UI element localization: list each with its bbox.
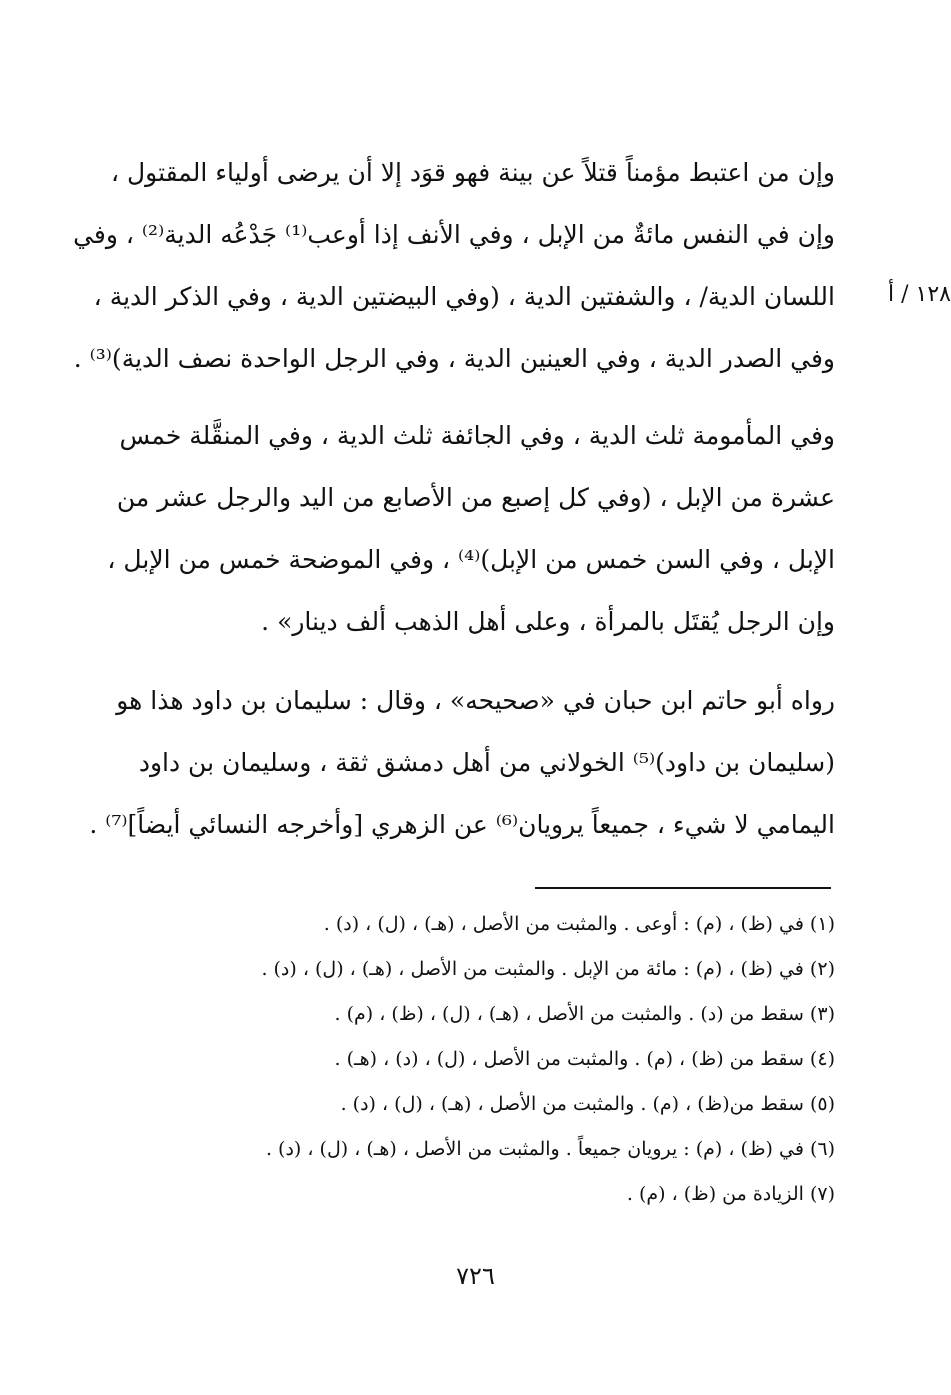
footnotes xyxy=(120,902,835,1217)
footnote: (٤) سقط من (ظ) ، (م) . والمثبت من الأصل ، (ل) ، (د) ، (هـ) . xyxy=(334,1048,835,1070)
text-line: الإبل ، وفي السن خمس من الإبل)⁽⁴⁾ ، وفي الموضحة خمس من الإبل ، xyxy=(107,545,835,574)
paragraph-3 xyxy=(80,670,835,856)
text-line: رواه أبو حاتم ابن حبان في «صحيحه» ، وقال : سليمان بن داود هذا هو xyxy=(116,686,835,715)
text-line: اليمامي لا شيء ، جميعاً يرويان⁽⁶⁾ عن الزهري [وأخرجه النسائي أيضاً]⁽⁷⁾ . xyxy=(89,810,835,839)
manuscript-folio-marker: ١٢٨ / أ xyxy=(888,282,951,307)
text-line: وإن الرجل يُقتَل بالمرأة ، وعلى أهل الذهب ألف دينار» . xyxy=(261,607,835,636)
text-line: وإن من اعتبط مؤمناً قتلاً عن بينة فهو قوَد إلا أن يرضى أولياء المقتول ، xyxy=(110,158,835,187)
footnote: (٣) سقط من (د) . والمثبت من الأصل ، (هـ) ، (ل) ، (ظ) ، (م) . xyxy=(334,1003,835,1025)
text-line: عشرة من الإبل ، (وفي كل إصبع من الأصابع من اليد والرجل عشر من xyxy=(116,483,835,512)
footnote: (٢) في (ظ) ، (م) : مائة من الإبل . والمثبت من الأصل ، (هـ) ، (ل) ، (د) . xyxy=(261,958,835,980)
footnote: (٥) سقط من(ظ) ، (م) . والمثبت من الأصل ، (هـ) ، (ل) ، (د) . xyxy=(340,1093,835,1115)
text-line: وإن في النفس مائةٌ من الإبل ، وفي الأنف إذا أوعب⁽¹⁾ جَدْعُه الدية⁽²⁾ ، وفي xyxy=(73,220,835,249)
text-line: اللسان الدية/ ، والشفتين الدية ، (وفي البيضتين الدية ، وفي الذكر الدية ، xyxy=(93,282,835,311)
text-line: (سليمان بن داود)⁽⁵⁾ الخولاني من أهل دمشق ثقة ، وسليمان بن داود xyxy=(138,748,835,777)
paragraph-1 xyxy=(73,142,835,390)
footnote: (١) في (ظ) ، (م) : أوعى . والمثبت من الأصل ، (هـ) ، (ل) ، (د) . xyxy=(323,913,835,935)
footnote: (٦) في (ظ) ، (م) : يرويان جميعاً . والمثبت من الأصل ، (هـ) ، (ل) ، (د) . xyxy=(265,1138,835,1160)
footnote-separator xyxy=(535,887,831,889)
paragraph-2 xyxy=(80,405,835,653)
page-number: ٧٢٦ xyxy=(456,1262,495,1290)
text-line: وفي الصدر الدية ، وفي العينين الدية ، وفي الرجل الواحدة نصف الدية)⁽³⁾ . xyxy=(73,344,835,373)
text-line: وفي المأمومة ثلث الدية ، وفي الجائفة ثلث الدية ، وفي المنقَّلة خمس xyxy=(119,421,835,450)
footnote: (٧) الزيادة من (ظ) ، (م) . xyxy=(626,1183,835,1205)
